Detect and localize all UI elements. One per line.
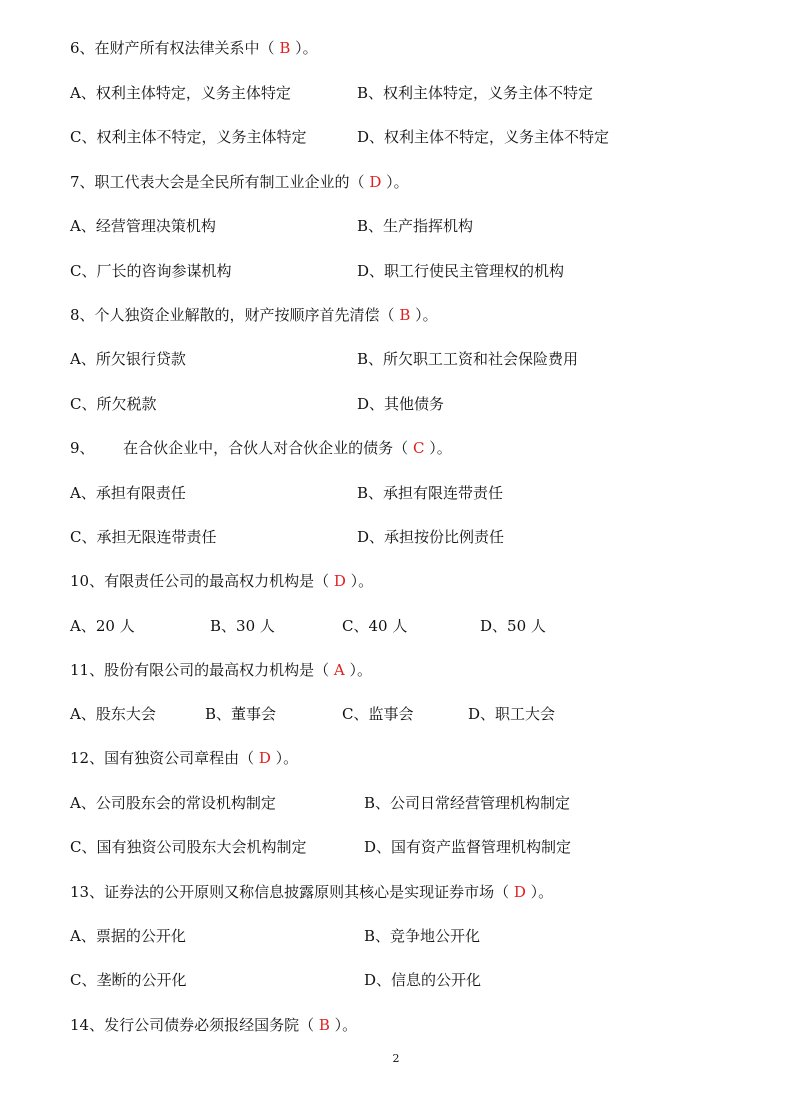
question-text: ）。 [329, 1016, 358, 1034]
question-6-stem [70, 36, 318, 60]
question-8-stem [70, 303, 438, 327]
option-b: B、所欠职工工资和社会保险费用 [357, 350, 579, 368]
answer-letter: A [333, 661, 345, 679]
option-b: B、30 人 [210, 617, 275, 635]
answer-letter: D [513, 883, 526, 901]
question-text: 13、证券法的公开原则又称信息披露原则其核心是实现证券市场（ [70, 883, 514, 901]
option-c: C、所欠税款 [70, 395, 157, 413]
question-text: ）。 [410, 306, 438, 324]
question-7-stem [70, 170, 409, 194]
option-d: D、其他债务 [357, 395, 445, 413]
option-a: A、所欠银行贷款 [70, 350, 186, 368]
question-text: 11、股份有限公司的最高权力机构是（ [70, 661, 334, 679]
question-text: ）。 [290, 39, 318, 57]
option-c: C、垄断的公开化 [70, 971, 187, 989]
question-text: ）。 [424, 439, 452, 457]
question-text: ）。 [270, 749, 299, 767]
option-c: C、权利主体不特定，义务主体特定 [70, 128, 307, 146]
option-a: A、公司股东会的常设机构制定 [70, 794, 276, 812]
answer-letter: D [333, 572, 346, 590]
question-text: ）。 [525, 883, 554, 901]
question-text: ）。 [345, 572, 374, 590]
option-c: C、厂长的咨询参谋机构 [70, 262, 232, 280]
question-14-stem [70, 1013, 357, 1037]
option-a: A、20 人 [70, 617, 135, 635]
option-b: B、董事会 [205, 705, 277, 723]
option-b: B、生产指挥机构 [357, 217, 474, 235]
option-d: D、信息的公开化 [364, 971, 482, 989]
option-a: A、承担有限责任 [70, 484, 186, 502]
option-c: C、40 人 [342, 617, 408, 635]
answer-letter: B [279, 39, 291, 57]
option-a: A、经营管理决策机构 [70, 217, 216, 235]
answer-letter: B [318, 1016, 330, 1034]
option-c: C、监事会 [342, 705, 414, 723]
question-text: 14、发行公司债券必须报经国务院（ [70, 1016, 319, 1034]
question-text: 12、国有独资公司章程由（ [70, 749, 259, 767]
question-10-stem [70, 569, 373, 593]
option-c: C、承担无限连带责任 [70, 528, 217, 546]
question-13-stem [70, 880, 553, 904]
option-c: C、国有独资公司股东大会机构制定 [70, 838, 307, 856]
option-d: D、国有资产监督管理机构制定 [364, 838, 572, 856]
option-a: A、股东大会 [70, 705, 156, 723]
question-9-stem [70, 436, 452, 460]
question-12-stem [70, 746, 298, 770]
option-d: D、承担按份比例责任 [357, 528, 505, 546]
question-text: 9、 在合伙企业中，合伙人对合伙企业的债务（ [70, 439, 413, 457]
question-text: 10、有限责任公司的最高权力机构是（ [70, 572, 334, 590]
answer-letter: C [412, 439, 425, 457]
option-a: A、权利主体特定，义务主体特定 [70, 84, 291, 102]
answer-letter: D [369, 173, 382, 191]
question-text: 8、个人独资企业解散的，财产按顺序首先清偿（ [70, 306, 400, 324]
option-d: D、职工大会 [468, 705, 556, 723]
option-b: B、承担有限连带责任 [357, 484, 504, 502]
answer-letter: D [258, 749, 271, 767]
option-a: A、票据的公开化 [70, 927, 186, 945]
option-b: B、权利主体特定，义务主体不特定 [357, 84, 594, 102]
question-text: ）。 [381, 173, 409, 191]
question-11-stem [70, 658, 372, 682]
option-d: D、50 人 [480, 617, 546, 635]
option-d: D、权利主体不特定，义务主体不特定 [357, 128, 610, 146]
option-d: D、职工行使民主管理权的机构 [357, 262, 565, 280]
question-text: 7、职工代表大会是全民所有制工业企业的（ [70, 173, 370, 191]
page-number: 2 [392, 1052, 400, 1065]
option-b: B、竞争地公开化 [364, 927, 481, 945]
question-text: ）。 [344, 661, 372, 679]
option-b: B、公司日常经营管理机构制定 [364, 794, 571, 812]
question-text: 6、在财产所有权法律关系中（ [70, 39, 280, 57]
answer-letter: B [399, 306, 411, 324]
